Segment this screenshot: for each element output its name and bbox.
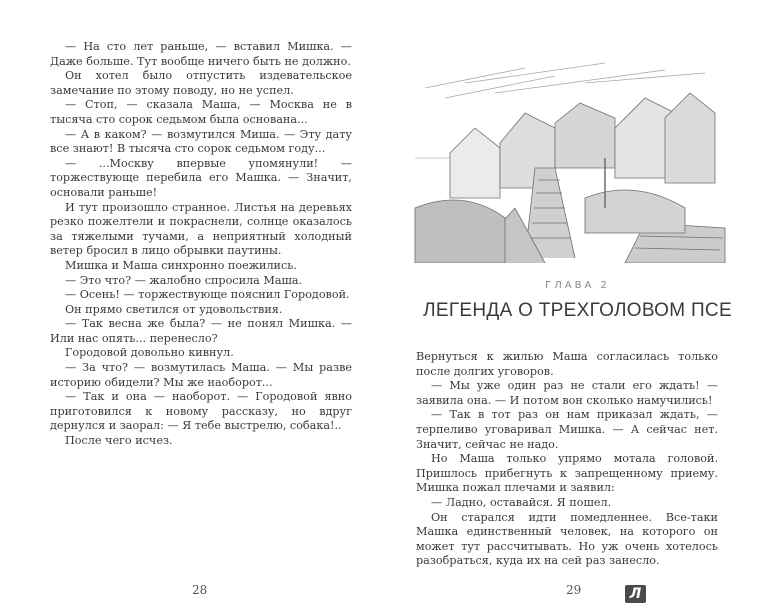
paragraph: Мишка и Маша синхронно поежились. [65,258,297,272]
chapter-label: ГЛАВА 2 [545,280,610,291]
paragraph: Но Маша только упрямо мотала головой. Пришлось прибегнуть к запрещенному приему. Мишка пожал плечами и заявил: [416,452,718,495]
paragraph: — А в каком? — возмутился Миша. — Эту дату все знают! В тысяча сто сорок седьмом году... [50,127,352,156]
paragraph: Он старался идти помедленнее. Все-таки Машка единственный человек, на которого он может тут рассчитывать. Но уж очень хотелось разобраться, куда их на сей раз занесло. [416,510,718,568]
right-page [385,0,770,615]
left-page-text [50,40,352,449]
paragraph: — Мы уже один раз не стали его ждать! — заявила она. — И потом вон сколько намучились! [416,379,718,407]
paragraph: — За что? — возмутилась Маша. — Мы разве историю обидели? Мы же наоборот... [50,361,352,389]
paragraph: — Так весна же была? — не понял Мишка. — Или нас опять... перенесло? [50,317,352,345]
paragraph: Городовой довольно кивнул. [65,346,234,360]
chapter-title: ЛЕГЕНДА О ТРЕХГОЛОВОМ ПСЕ [423,300,732,321]
publisher-logo-icon: Л [625,585,646,603]
chapter-illustration [405,58,735,263]
paragraph: Вернуться к жилью Маша согласилась только после долгих уговоров. [416,350,718,378]
page-number-left: 28 [192,583,208,597]
paragraph: — Стоп, — сказала Маша, — Москва не в тысяча сто сорок седьмом была основана... [50,98,352,126]
paragraph: — Так и она — наоборот. — Городовой явно приготовился к новому рассказу, но вдруг дернулся и заорал: — Я тебе выстрелю, собака!.. [50,390,352,433]
paragraph: Он хотел было отпустить издевательское замечание по этому поводу, но не успел. [50,69,352,97]
paragraph: — Это что? — жалобно спросила Маша. [65,273,303,287]
paragraph: После чего исчез. [65,434,173,448]
paragraph: И тут произошло странное. Листья на деревьях резко пожелтели и покраснели, солнце оказалось за тяжелыми тучами, а неприятный холодный ветер бросил в лицо обрывки паутины. [50,200,352,258]
paragraph: — ...Москву впервые упомянули! — торжествующе перебила его Машка. — Значит, основали раньше! [50,156,352,199]
paragraph: — Ладно, оставайся. Я пошел. [431,495,612,509]
paragraph: Он прямо светился от удовольствия. [65,302,283,316]
paragraph: — Осень! — торжествующе пояснил Городовой. [65,288,350,302]
paragraph: — Так в тот раз он нам приказал ждать, — терпеливо уговаривал Мишка. — А сейчас нет. Значит, сейчас не надо. [416,408,718,451]
right-page-text [416,350,718,569]
page-number-right: 29 [566,583,582,597]
paragraph: — На сто лет раньше, — вставил Мишка. — Даже больше. Тут вообще ничего быть не должно. [50,40,352,68]
